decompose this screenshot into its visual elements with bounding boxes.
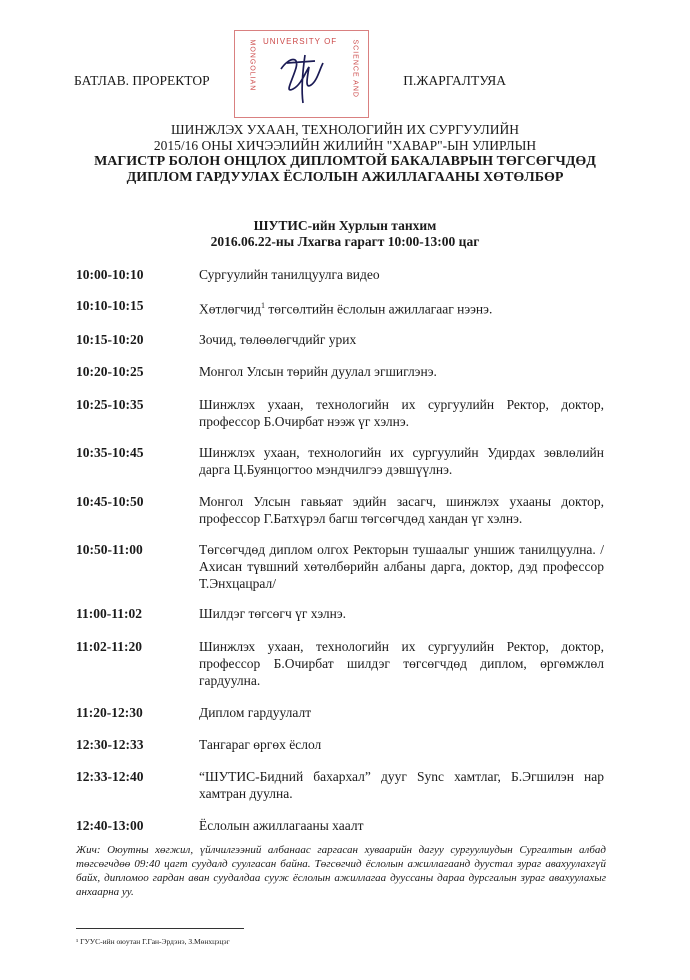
schedule-row: [76, 266, 604, 283]
schedule-desc: Шинжлэх ухаан, технологийн их сургуулийн Ректор, доктор, профессор Б.Очирбат шилдэг төгсөгчдөд диплом, өргөмжлөл гардуулна.: [199, 639, 604, 688]
schedule-time: 12:33-12:40: [76, 769, 144, 784]
schedule-row: [76, 493, 604, 527]
schedule-desc: Төгсөгчдөд диплом олгох Ректорын тушаалыг уншиж танилцуулна. /Ахисан түвшний хөтөлбөрийн албаны дарга, доктор, дэд профессор Т.Энхцацрал/: [199, 542, 604, 591]
schedule-desc: Шилдэг төгсөгч үг хэлнэ.: [199, 606, 347, 621]
schedule-time: 10:20-10:25: [76, 364, 144, 379]
footnote-text: ¹ ГУУС-ийн оюутан Г.Ган-Эрдэнэ, З.Мөнхцэцэг: [76, 937, 230, 946]
venue-date: 2016.06.22-ны Лхагва гарагт 10:00-13:00 цаг: [210, 234, 480, 249]
schedule-row: [76, 638, 604, 689]
host-label: Хөтлөгчид: [199, 301, 261, 317]
header-line-3: МАГИСТР БОЛОН ОНЦЛОХ ДИПЛОМТОЙ БАКАЛАВРЫН ТӨГСӨГЧДӨД: [94, 154, 596, 169]
seal-text-top: UNIVERSITY OF: [263, 37, 338, 46]
schedule-desc: [199, 297, 604, 318]
schedule-desc: “ШУТИС-Бидний бахархал” дууг Sync хамтлаг, Б.Эгшилэн нар хамтран дуулна.: [199, 769, 604, 801]
schedule-time: 11:00-11:02: [76, 606, 142, 621]
venue-location: ШУТИС-ийн Хурлын танхим: [253, 218, 437, 233]
seal-text-left: MONGOLIAN: [248, 39, 256, 92]
schedule-row: [76, 363, 604, 380]
venue-info: [0, 218, 690, 250]
schedule-time: 12:40-13:00: [76, 818, 144, 833]
approver-name: П.ЖАРГАЛТУЯА: [403, 73, 506, 88]
host-desc: төгсөлтийн ёслолын ажиллагааг нээнэ.: [264, 301, 493, 317]
schedule-row: [76, 396, 604, 430]
header-line-2: 2015/16 ОНЫ ХИЧЭЭЛИЙН ЖИЛИЙН "ХАВАР"-ЫН УЛИРЛЫН: [153, 138, 537, 153]
header-line-1: ШИНЖЛЭХ УХААН, ТЕХНОЛОГИЙН ИХ СУРГУУЛИЙН: [171, 122, 519, 137]
schedule-row: [76, 736, 604, 753]
footnote-ref: 1: [260, 301, 265, 310]
schedule-desc: Монгол Улсын төрийн дуулал эгшиглэнэ.: [199, 364, 437, 379]
schedule-time: 10:00-10:10: [76, 267, 144, 282]
schedule-desc: Монгол Улсын гавьяат эдийн засагч, шинжлэх ухааны доктор, профессор Г.Батхүрэл багш төгсөгчдөд хандан үг хэлнэ.: [199, 494, 604, 526]
university-seal: [234, 30, 369, 118]
schedule-row: [76, 704, 604, 721]
approval-title: БАТЛАВ. ПРОРЕКТОР: [74, 73, 210, 88]
footnote-divider: [76, 928, 244, 929]
schedule-desc: Тангараг өргөх ёслол: [199, 737, 322, 752]
schedule-row: [76, 444, 604, 478]
schedule-time: 11:20-12:30: [76, 705, 143, 720]
schedule-time: 10:45-10:50: [76, 494, 144, 509]
schedule-desc: Шинжлэх ухаан, технологийн их сургуулийн Удирдах зөвлөлийн дарга Ц.Буянцогтоо мэндчилгээ дэвшүүлнэ.: [199, 445, 604, 477]
schedule-row: [76, 541, 604, 592]
schedule-desc: Шинжлэх ухаан, технологийн их сургуулийн Ректор, доктор, профессор Б.Очирбат нээж үг хэлнэ.: [199, 397, 604, 429]
seal-text-right: SCIENCE AND: [351, 39, 359, 98]
schedule-time: 10:50-11:00: [76, 542, 143, 557]
header-line-4: ДИПЛОМ ГАРДУУЛАХ ЁСЛОЛЫН АЖИЛЛАГААНЫ ХӨТӨЛБӨР: [126, 170, 564, 185]
schedule-row: [76, 605, 604, 622]
schedule-desc: Сургуулийн танилцуулга видео: [199, 267, 380, 282]
schedule-row: [76, 768, 604, 802]
schedule-time: 11:02-11:20: [76, 639, 142, 654]
schedule-time: 10:15-10:20: [76, 332, 144, 347]
schedule-row: [76, 331, 604, 348]
document-header: [0, 122, 690, 186]
schedule-time: 10:10-10:15: [76, 298, 144, 313]
schedule-time: 12:30-12:33: [76, 737, 144, 752]
schedule-time: 10:25-10:35: [76, 397, 144, 412]
schedule-row: [76, 817, 604, 834]
schedule-desc: Зочид, төлөөлөгчдийг урих: [199, 332, 357, 347]
schedule-row: [76, 297, 604, 318]
signature-icon: [275, 49, 331, 107]
schedule-desc: Диплом гардуулалт: [199, 705, 312, 720]
schedule-time: 10:35-10:45: [76, 445, 144, 460]
note-text: Жич: Оюутны хөгжил, үйлчилгээний албанаас гаргасан хуваарийн дагуу сургуулиудын Сургалтын албад төгсөгчдөө 09:40 цагт суудалд суулгасан байна. Төгсөгчид ёслолын ажиллагаанд дуустал зураг авахуулахгүй байх, дипломоо гардан аван суудалдаа сууж ёслолын ажиллагаа дууссаны дараа дурсгалын зураг авахуулахыг анхаарна уу.: [76, 844, 606, 898]
schedule-desc: Ёслолын ажиллагааны хаалт: [199, 818, 364, 833]
